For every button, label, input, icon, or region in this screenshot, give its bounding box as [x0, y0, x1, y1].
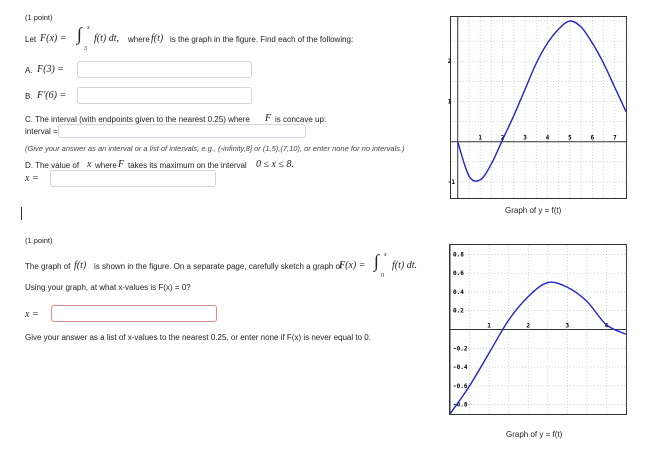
- x-tick-label: 2: [526, 322, 531, 330]
- y-tick-label: 2: [447, 58, 452, 66]
- part-d-x: x: [87, 159, 92, 170]
- y-tick-label: 0.2: [453, 307, 464, 315]
- y-tick-label: -1: [447, 178, 455, 186]
- x-tick-label: 3: [523, 134, 527, 142]
- part-c-interval-label: interval =: [25, 127, 58, 136]
- section-separator: [21, 207, 22, 220]
- intro-where: where: [128, 35, 150, 44]
- y-tick-label: 1: [447, 98, 452, 106]
- part-d-interval: 0 ≤ x ≤ 8.: [256, 159, 294, 170]
- part-d-text: D. The value of: [25, 161, 80, 170]
- integral-lower-limit: 3: [84, 46, 87, 52]
- part-c-input[interactable]: [58, 124, 306, 138]
- part-a-input[interactable]: [77, 61, 252, 78]
- part-c-end: is concave up:: [275, 115, 327, 124]
- part-c-F: F: [265, 113, 272, 124]
- y-tick-label: -0.6: [453, 382, 468, 390]
- graph-f-problem-2: [449, 244, 627, 415]
- integrand: f(t) dt,: [94, 33, 119, 44]
- y-tick-label: 0.8: [453, 251, 464, 259]
- integrand: f(t) dt.: [392, 260, 417, 271]
- intro-end: is the graph in the figure. Find each of the following:: [170, 35, 354, 44]
- intro-ft: f(t): [151, 33, 164, 44]
- x-tick-label: 4: [604, 322, 609, 330]
- x-tick-label: 4: [545, 134, 550, 142]
- integral-sign: ∫: [374, 251, 379, 271]
- integral-lower-limit: 0: [381, 273, 384, 279]
- part-d-mid: where: [95, 161, 117, 170]
- part-d-expr: x =: [25, 173, 39, 184]
- y-tick-label: 0.4: [453, 288, 464, 296]
- x-tick-label: 3: [565, 322, 570, 330]
- chart-frame: [451, 17, 627, 199]
- points-label: (1 point): [25, 236, 53, 245]
- x-tick-label: 1: [478, 134, 482, 142]
- part-d-F: F: [118, 159, 125, 170]
- y-tick-label: -0.8: [453, 401, 468, 409]
- integral-upper-limit: x: [384, 252, 387, 258]
- integral-upper-limit: x: [87, 25, 90, 31]
- graph-caption-1: Graph of y = f(t): [505, 206, 562, 215]
- part-b-expr: F′(6) =: [37, 90, 67, 101]
- x-tick-label: 5: [568, 134, 572, 142]
- intro-mid: is shown in the figure. On a separate page, carefully sketch a graph of: [94, 262, 343, 271]
- x-tick-label: 2: [500, 134, 505, 142]
- graph-caption-2: Graph of y = f(t): [506, 430, 563, 439]
- part-a-expr: F(3) =: [37, 64, 65, 75]
- y-tick-label: 0.6: [453, 270, 464, 278]
- integral-sign: ∫: [77, 24, 82, 44]
- y-tick-label: -0.4: [453, 364, 468, 372]
- part-c-hint: (Give your answer as an interval or a list of intervals, e.g., (-infinity,8] or (1,5),(7,10), or enter none for no intervals.): [25, 144, 405, 153]
- part-b-input[interactable]: [77, 87, 252, 104]
- x-tick-label: 1: [487, 322, 491, 330]
- points-label: (1 point): [25, 13, 53, 22]
- answer-expr: x =: [25, 309, 39, 320]
- part-b-label: B.: [25, 92, 33, 101]
- x-tick-label: 7: [612, 134, 617, 142]
- answer-hint: Give your answer as a list of x-values to the nearest 0.25, or enter none if F(x) is never equal to 0.: [25, 333, 371, 342]
- part-a-label: A.: [25, 66, 33, 75]
- intro-ft: f(t): [74, 260, 87, 271]
- part-d-end: takes its maximum on the interval: [128, 161, 247, 170]
- problem-intro-let: Let: [25, 35, 37, 44]
- problem-intro-F: F(x) =: [40, 33, 67, 44]
- question-text: Using your graph, at what x-values is F(x) = 0?: [25, 283, 191, 292]
- graph-f-problem-1: [447, 16, 627, 199]
- intro-F: F(x) =: [339, 260, 366, 271]
- y-tick-label: -0.2: [453, 345, 468, 353]
- part-c-text: C. The interval (with endpoints given to the nearest 0.25) where: [25, 115, 250, 124]
- problem-intro-start: The graph of: [25, 262, 71, 271]
- x-tick-label: 6: [590, 134, 595, 142]
- answer-input[interactable]: [51, 305, 217, 322]
- part-d-input[interactable]: [50, 170, 216, 187]
